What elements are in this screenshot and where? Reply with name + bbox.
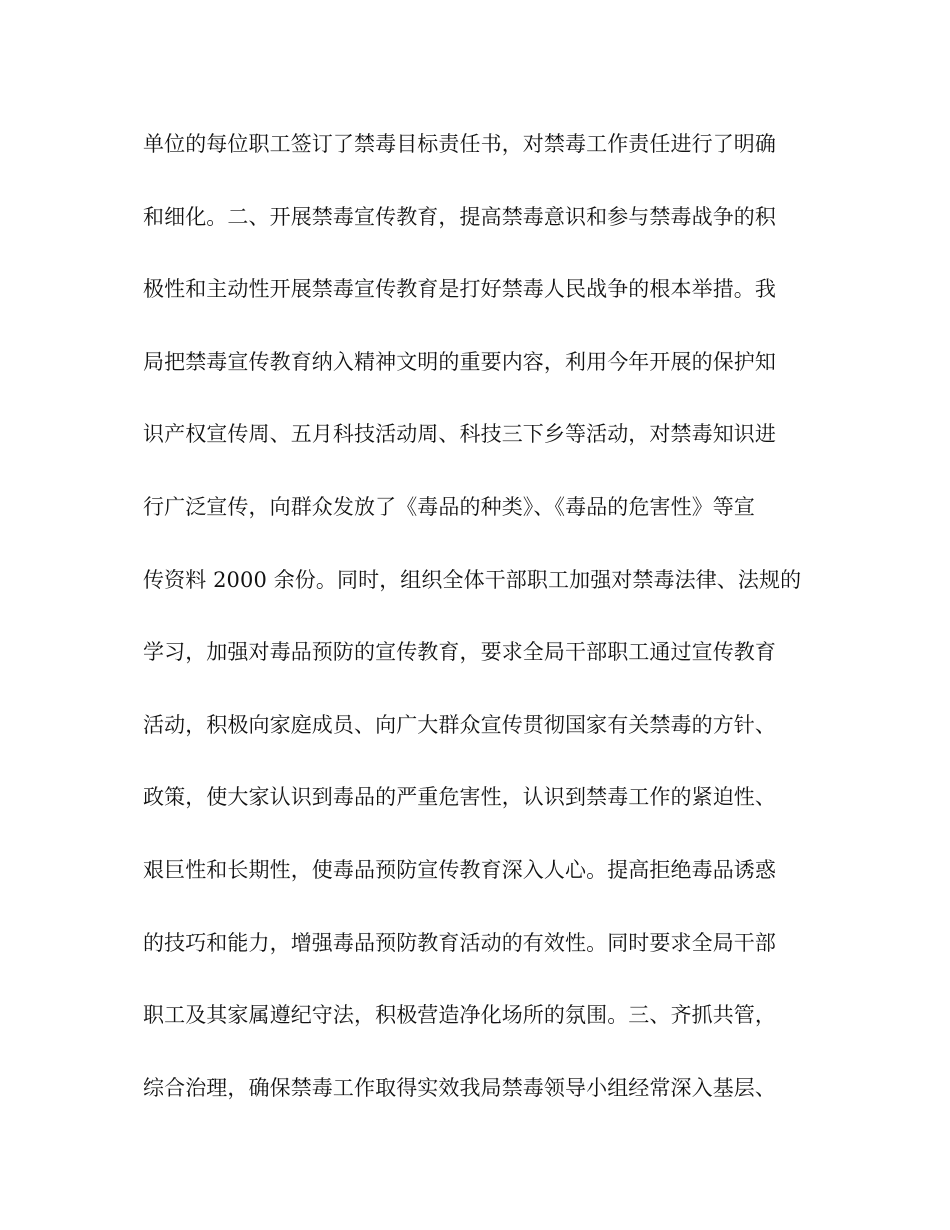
text-line: 艰巨性和长期性，使毒品预防宣传教育深入人心。提高拒绝毒品诱惑 [143, 857, 776, 882]
text-line: 和细化。二、开展禁毒宣传教育，提高禁毒意识和参与禁毒战争的积 [143, 204, 776, 229]
text-line: 政策，使大家认识到毒品的严重危害性，认识到禁毒工作的紧迫性、 [143, 785, 776, 810]
text-line: 行广泛宣传，向群众发放了《毒品的种类》、《毒品的危害性》等宣 [143, 494, 755, 519]
text-line: 局把禁毒宣传教育纳入精神文明的重要内容，利用今年开展的保护知 [143, 349, 776, 374]
text-line: 传资料 2000 余份。同时，组织全体干部职工加强对禁毒法律、法规的 [143, 567, 802, 592]
body-text [143, 121, 813, 1137]
text-line: 识产权宣传周、五月科技活动周、科技三下乡等活动，对禁毒知识进 [143, 422, 776, 447]
text-line: 综合治理，确保禁毒工作取得实效我局禁毒领导小组经常深入基层、 [143, 1075, 776, 1100]
text-line: 单位的每位职工签订了禁毒目标责任书，对禁毒工作责任进行了明确 [143, 132, 776, 156]
text-line: 活动，积极向家庭成员、向广大群众宣传贯彻国家有关禁毒的方针、 [143, 712, 776, 737]
text-line: 极性和主动性开展禁毒宣传教育是打好禁毒人民战争的根本举措。我 [143, 277, 776, 302]
text-line: 学习，加强对毒品预防的宣传教育，要求全局干部职工通过宣传教育 [143, 640, 776, 665]
text-line: 职工及其家属遵纪守法，积极营造净化场所的氛围。三、齐抓共管， [143, 1003, 776, 1028]
text-line: 的技巧和能力，增强毒品预防教育活动的有效性。同时要求全局干部 [143, 930, 776, 955]
